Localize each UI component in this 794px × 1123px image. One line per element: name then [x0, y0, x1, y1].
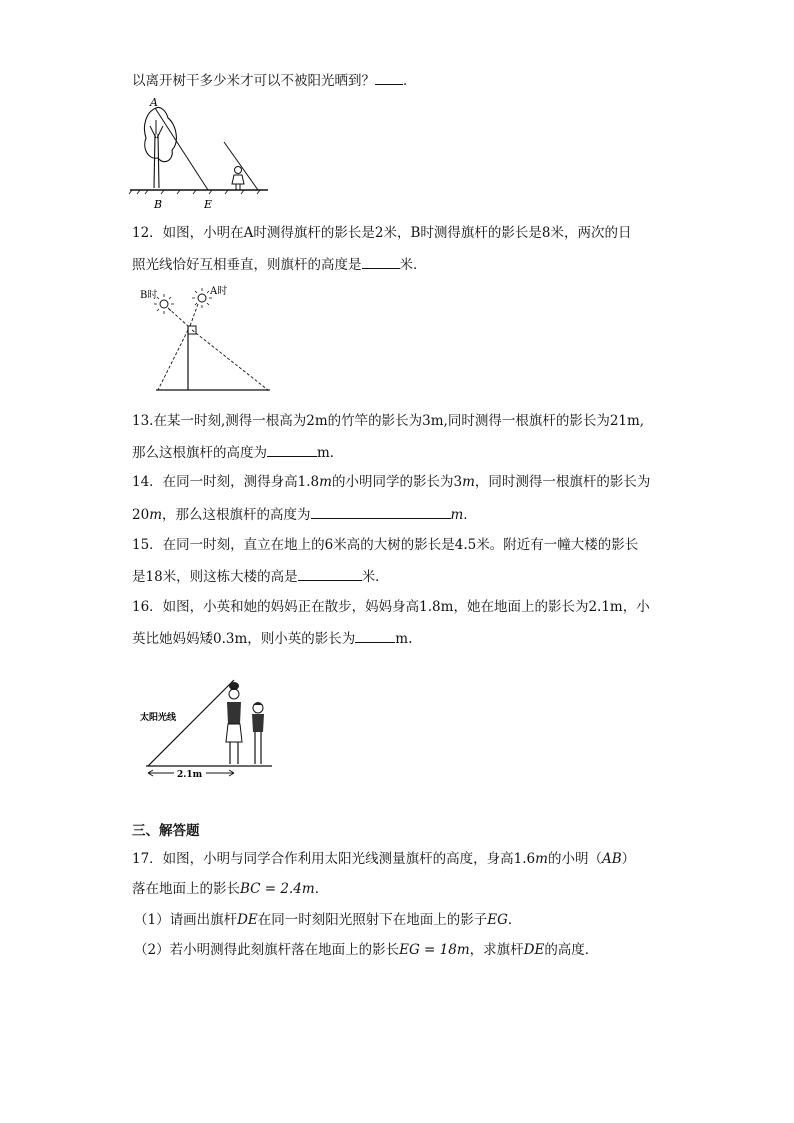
q11-figure [128, 94, 278, 214]
q17-var-de: DE [523, 942, 545, 958]
daughter-figure [252, 702, 264, 764]
sun-icon [192, 288, 212, 308]
q11-tail: 以离开树干多少米才可以不被阳光晒到？ [132, 73, 375, 89]
q12-answer-blank[interactable] [362, 254, 400, 269]
q17-part1 [134, 911, 521, 929]
q17-unit-m: m [535, 851, 548, 867]
q17-line2 [132, 880, 328, 898]
q13-line2-pre: 那么这根旗杆的高度为 [132, 445, 267, 461]
q16-line2-post: m. [395, 631, 413, 647]
q12-line2-pre: 照光线恰好互相垂直，则旗杆的高度是 [132, 257, 362, 273]
q11-text [132, 70, 417, 90]
ray-a-dashed [190, 304, 198, 326]
q16-line2-pre: 英比她妈妈矮0.3m，则小英的影长为 [132, 631, 356, 647]
q14-unit-m: m [319, 474, 332, 490]
q12-label-b-time: B时 [140, 290, 158, 301]
q16-answer-blank[interactable] [355, 628, 395, 643]
q17-unit-m: m [456, 942, 470, 958]
person-head [235, 167, 242, 174]
q13-line1: 13.在某一时刻,测得一根高为2m的竹竿的影长为3m,同时测得一根旗杆的影长为21m, [132, 413, 645, 429]
q16-shadow-label: 2.1m [177, 770, 203, 780]
q13-line2 [132, 442, 343, 462]
tree-branch [157, 126, 163, 138]
q16-line2 [132, 628, 412, 648]
q15-line2-post: 米． [361, 569, 389, 585]
q17-var-ab: AB [601, 851, 622, 867]
q17-line1-mid: 的小明（ [547, 851, 602, 867]
q17-p1-pre: （1）请画出旗杆 [134, 912, 238, 928]
q12-figure [138, 282, 273, 397]
q11-label-e: E [204, 198, 213, 211]
sun-ray-line [148, 680, 234, 766]
q12-line2-post: 米． [399, 257, 427, 273]
q15-line2 [132, 566, 389, 586]
tree-trunk-left [154, 134, 155, 188]
ray-a-shadow [158, 330, 188, 390]
q17-part2 [134, 941, 598, 959]
q17-p1-post: ． [507, 912, 522, 928]
q16-line1: 16．如图，小英和她的妈妈正在散步，妈妈身高1.8m，她在地面上的影长为2.1m，小 [132, 599, 650, 615]
q11-label-b: B [154, 198, 163, 211]
q14-line1-post: ，同时测得一根旗杆的影长为 [474, 474, 651, 490]
mother-figure [226, 682, 242, 764]
tree-trunk-right [158, 134, 159, 188]
q11-label-a: A [150, 96, 158, 109]
q15-line1: 15．在同一时刻，直立在地上的6米高的大树的影长是4.5米。附近有一幢大楼的影长 [132, 537, 639, 553]
q16-figure [136, 672, 276, 784]
q17-unit-m: m [301, 881, 315, 897]
q16-ray-label: 太阳光线 [140, 713, 177, 723]
sun-icon [154, 294, 174, 314]
tree-branch [150, 126, 156, 138]
sun-ray-tree [155, 108, 208, 190]
q17-p2-post: 的高度． [544, 942, 599, 958]
q17-var-de: DE [237, 912, 258, 928]
q14-line1-pre: 14．在同一时刻，测得身高1.8 [132, 474, 320, 490]
q11-end: ． [403, 73, 417, 89]
section-title: 三、解答题 [132, 823, 200, 839]
q12-line2 [132, 254, 427, 274]
q13-answer-blank[interactable] [267, 442, 317, 457]
q17-line2-post: ． [314, 881, 329, 897]
q17-eq-bc: BC = 2.4 [240, 881, 302, 897]
q14-line2 [132, 504, 477, 524]
q14-line1-mid: 的小明同学的影长为3 [331, 474, 463, 490]
q17-line1 [132, 850, 635, 868]
person-body [232, 175, 244, 184]
q12-label-a-time: A时 [210, 286, 228, 297]
q14-unit-m: m [450, 507, 464, 523]
q17-var-eg: EG [487, 912, 508, 928]
ray-b-shadow [192, 330, 268, 390]
q17-eq-eg: EG = 18 [399, 942, 457, 958]
q17-p1-mid: 在同一时刻阳光照射下在地面上的影子 [257, 912, 488, 928]
q14-answer-blank[interactable] [311, 504, 451, 519]
q17-line2-pre: 落在地面上的影长 [132, 881, 240, 897]
q17-p2-pre: （2）若小明测得此刻旗杆落在地面上的影长 [134, 942, 400, 958]
sun-ray-person [224, 142, 258, 190]
q17-line1-pre: 17．如图，小明与同学合作利用太阳光线测量旗杆的高度，身高1.6 [132, 851, 536, 867]
q15-answer-blank[interactable] [298, 566, 362, 581]
q13-line2-post: m． [317, 445, 344, 461]
q14-line1 [132, 473, 650, 491]
q12-line1: 12．如图，小明在A时测得旗杆的影长是2米，B时测得旗杆的影长是8米，两次的日 [132, 225, 632, 241]
q14-unit-m: m [149, 507, 162, 523]
q11-answer-blank[interactable] [375, 70, 403, 85]
q17-line1-post: ） [621, 851, 636, 867]
q14-line2-num: 20 [132, 507, 150, 523]
q14-unit-m: m [462, 474, 475, 490]
q14-line2-post: ． [463, 507, 477, 523]
q14-line2-mid: ，那么这根旗杆的高度为 [162, 507, 311, 523]
q17-p2-mid: ，求旗杆 [469, 942, 524, 958]
q15-line2-pre: 是18米，则这栋大楼的高是 [132, 569, 298, 585]
